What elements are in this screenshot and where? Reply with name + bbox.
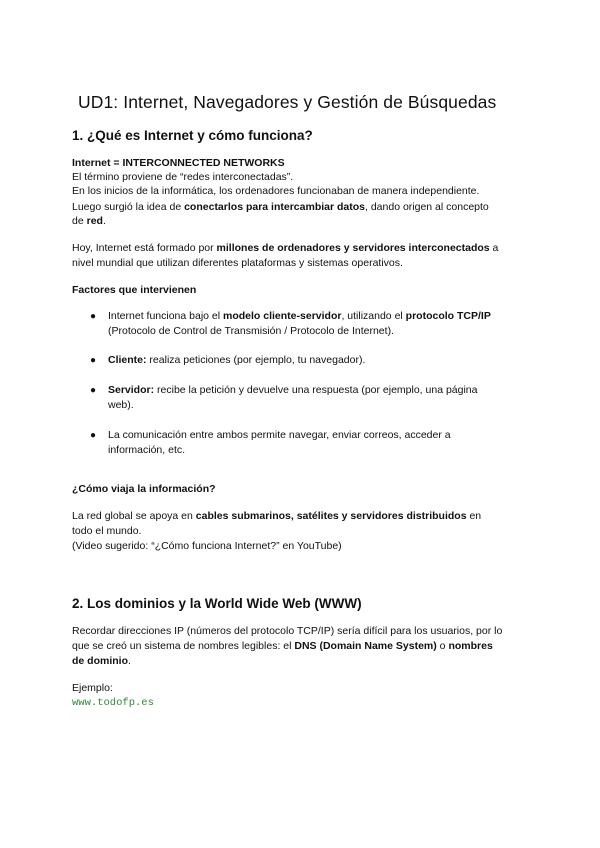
paragraph-line: Recordar direcciones IP (números del protocolo TCP/IP) sería difícil para los usuarios, por lo [72,625,503,637]
bullet-icon: ● [90,311,97,322]
internet-definition: Internet = INTERCONNECTED NETWORKS [72,157,285,169]
list-item-line: web). [108,399,134,411]
list-item: La comunicación entre ambos permite navegar, enviar correos, acceder a [108,429,451,441]
example-label: Ejemplo: [72,682,113,694]
paragraph-line: El término proviene de “redes interconectadas”. [72,171,294,183]
paragraph-line: La red global se apoya en cables submarinos, satélites y servidores distribuidos en [72,510,482,522]
list-item: Internet funciona bajo el modelo cliente-servidor, utilizando el protocolo TCP/IP [108,310,491,322]
bullet-icon: ● [90,385,97,396]
paragraph-line: de dominio. [72,655,131,667]
example-domain: www.todofp.es [72,697,154,709]
paragraph-line: En los inicios de la informática, los ordenadores funcionaban de manera independiente. [72,185,480,197]
factors-heading: Factores que intervienen [72,284,197,296]
document-title: UD1: Internet, Navegadores y Gestión de Búsquedas [78,92,497,112]
list-item: Servidor: recibe la petición y devuelve una respuesta (por ejemplo, una página [108,384,478,396]
section-2-heading: 2. Los dominios y la World Wide Web (WWW) [72,596,362,611]
bullet-icon: ● [90,355,97,366]
paragraph-line: nivel mundial que utilizan diferentes plataformas y sistemas operativos. [72,257,403,269]
paragraph-line: (Video sugerido: “¿Cómo funciona Internet?” en YouTube) [72,540,342,552]
paragraph-line: de red. [72,215,106,227]
paragraph-line: Luego surgió la idea de conectarlos para intercambiar datos, dando origen al concepto [72,201,489,213]
paragraph-line: Hoy, Internet está formado por millones de ordenadores y servidores interconectados a [72,242,499,254]
paragraph-line: todo el mundo. [72,525,142,537]
list-item: Cliente: realiza peticiones (por ejemplo, tu navegador). [108,354,366,366]
bullet-icon: ● [90,430,97,441]
travel-heading: ¿Cómo viaja la información? [72,483,216,495]
list-item-line: información, etc. [108,444,186,456]
section-1-heading: 1. ¿Qué es Internet y cómo funciona? [72,128,313,143]
paragraph-line: que se creó un sistema de nombres legibles: el DNS (Domain Name System) o nombres [72,640,493,652]
list-item-line: (Protocolo de Control de Transmisión / Protocolo de Internet). [108,325,394,337]
